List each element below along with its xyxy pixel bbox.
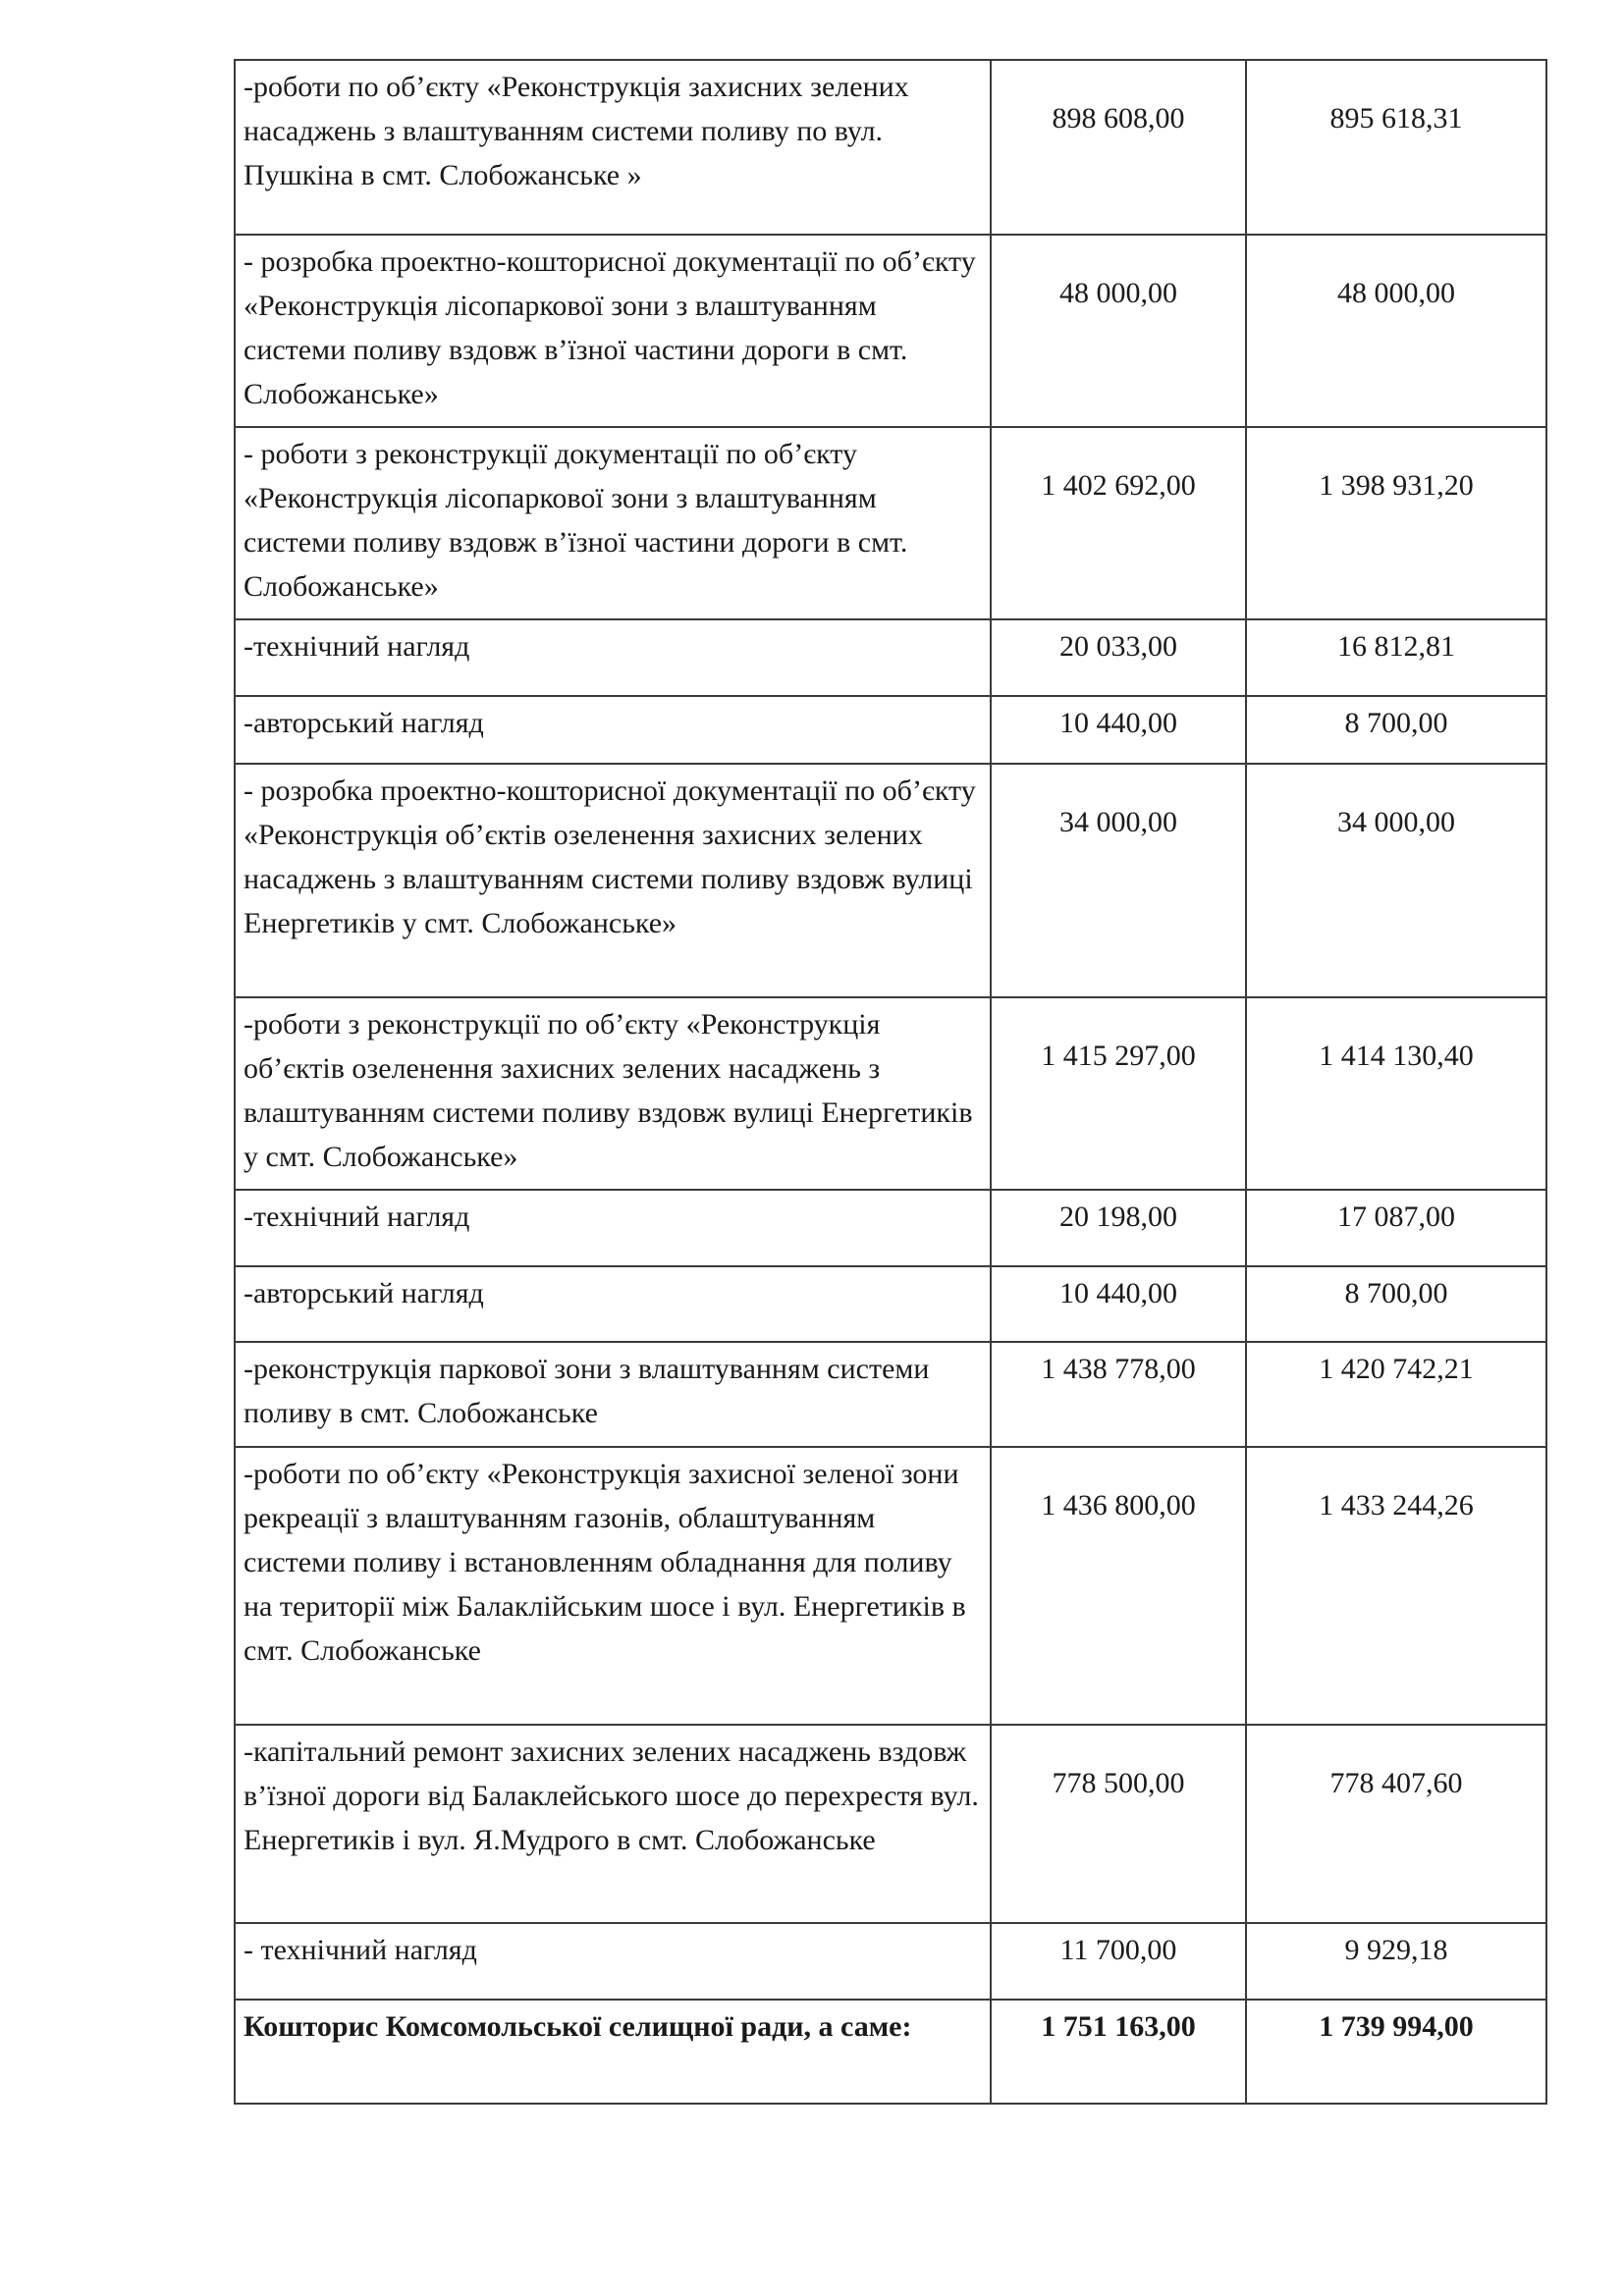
row-actual-amount: 1 420 742,21: [1246, 1342, 1546, 1447]
row-description: -реконструкція паркової зони з влаштуванням системи поливу в смт. Слобожанське: [235, 1342, 991, 1447]
row-planned-amount: 778 500,00: [991, 1725, 1246, 1923]
row-planned-amount: 10 440,00: [991, 696, 1246, 764]
table-row: [235, 619, 1546, 696]
table-row: [235, 997, 1546, 1190]
row-planned-amount: 1 438 778,00: [991, 1342, 1246, 1447]
table-row: [235, 235, 1546, 427]
table-row: [235, 1923, 1546, 2000]
row-description: - розробка проектно-кошторисної документації по об’єкту «Реконструкція об’єктів озеленення захисних зелених насаджень з влаштуванням системи поливу вздовж вулиці Енергетиків у смт. Слобожанське»: [235, 764, 991, 997]
table-row: [235, 1342, 1546, 1447]
row-actual-amount: 16 812,81: [1246, 619, 1546, 696]
row-actual-amount: 895 618,31: [1246, 60, 1546, 235]
row-actual-amount: 1 433 244,26: [1246, 1447, 1546, 1725]
row-description: -технічний нагляд: [235, 1190, 991, 1266]
row-description: -авторський нагляд: [235, 1266, 991, 1342]
table-row: [235, 1190, 1546, 1266]
table-row: [235, 60, 1546, 235]
row-actual-amount: 1 414 130,40: [1246, 997, 1546, 1190]
table-row: [235, 764, 1546, 997]
row-planned-amount: 20 033,00: [991, 619, 1246, 696]
row-planned-amount: 1 436 800,00: [991, 1447, 1246, 1725]
row-description: - технічний нагляд: [235, 1923, 991, 2000]
row-actual-amount: 17 087,00: [1246, 1190, 1546, 1266]
row-description: - роботи з реконструкції документації по об’єкту «Реконструкція лісопаркової зони з влаштуванням системи поливу вздовж в’їзної частини дороги в смт. Слобожанське»: [235, 427, 991, 619]
row-planned-amount: 10 440,00: [991, 1266, 1246, 1342]
table-row: [235, 696, 1546, 764]
row-planned-amount: 48 000,00: [991, 235, 1246, 427]
row-planned-amount: 20 198,00: [991, 1190, 1246, 1266]
budget-table: [234, 59, 1547, 2105]
row-actual-amount: 34 000,00: [1246, 764, 1546, 997]
row-planned-amount: 898 608,00: [991, 60, 1246, 235]
row-planned-amount: 1 415 297,00: [991, 997, 1246, 1190]
row-actual-amount: 48 000,00: [1246, 235, 1546, 427]
row-description: -роботи по об’єкту «Реконструкція захисних зелених насаджень з влаштуванням системи поливу по вул. Пушкіна в смт. Слобожанське »: [235, 60, 991, 235]
table-row: [235, 1266, 1546, 1342]
row-planned-amount: 1 402 692,00: [991, 427, 1246, 619]
row-description: -авторський нагляд: [235, 696, 991, 764]
row-description: -технічний нагляд: [235, 619, 991, 696]
row-description: -роботи з реконструкції по об’єкту «Реконструкція об’єктів озеленення захисних зелених насаджень з влаштуванням системи поливу вздовж вулиці Енергетиків у смт. Слобожанське»: [235, 997, 991, 1190]
table-row: [235, 427, 1546, 619]
total-actual-amount: 1 739 994,00: [1246, 2000, 1546, 2104]
row-description: -капітальний ремонт захисних зелених насаджень вздовж в’їзної дороги від Балаклейського шосе до перехрестя вул. Енергетиків і вул. Я.Мудрого в смт. Слобожанське: [235, 1725, 991, 1923]
table-row: [235, 1725, 1546, 1923]
row-actual-amount: 8 700,00: [1246, 696, 1546, 764]
row-planned-amount: 11 700,00: [991, 1923, 1246, 2000]
row-description: - розробка проектно-кошторисної документації по об’єкту «Реконструкція лісопаркової зони з влаштуванням системи поливу вздовж в’їзної частини дороги в смт. Слобожанське»: [235, 235, 991, 427]
total-planned-amount: 1 751 163,00: [991, 2000, 1246, 2104]
row-description: -роботи по об’єкту «Реконструкція захисної зеленої зони рекреації з влаштуванням газонів, облаштуванням системи поливу і встановленням обладнання для поливу на території між Балаклійським шосе і вул. Енергетиків в смт. Слобожанське: [235, 1447, 991, 1725]
row-actual-amount: 1 398 931,20: [1246, 427, 1546, 619]
row-planned-amount: 34 000,00: [991, 764, 1246, 997]
total-row: [235, 2000, 1546, 2104]
row-actual-amount: 9 929,18: [1246, 1923, 1546, 2000]
table-row: [235, 1447, 1546, 1725]
row-actual-amount: 8 700,00: [1246, 1266, 1546, 1342]
row-actual-amount: 778 407,60: [1246, 1725, 1546, 1923]
total-description: Кошторис Комсомольської селищної ради, а саме:: [235, 2000, 991, 2104]
